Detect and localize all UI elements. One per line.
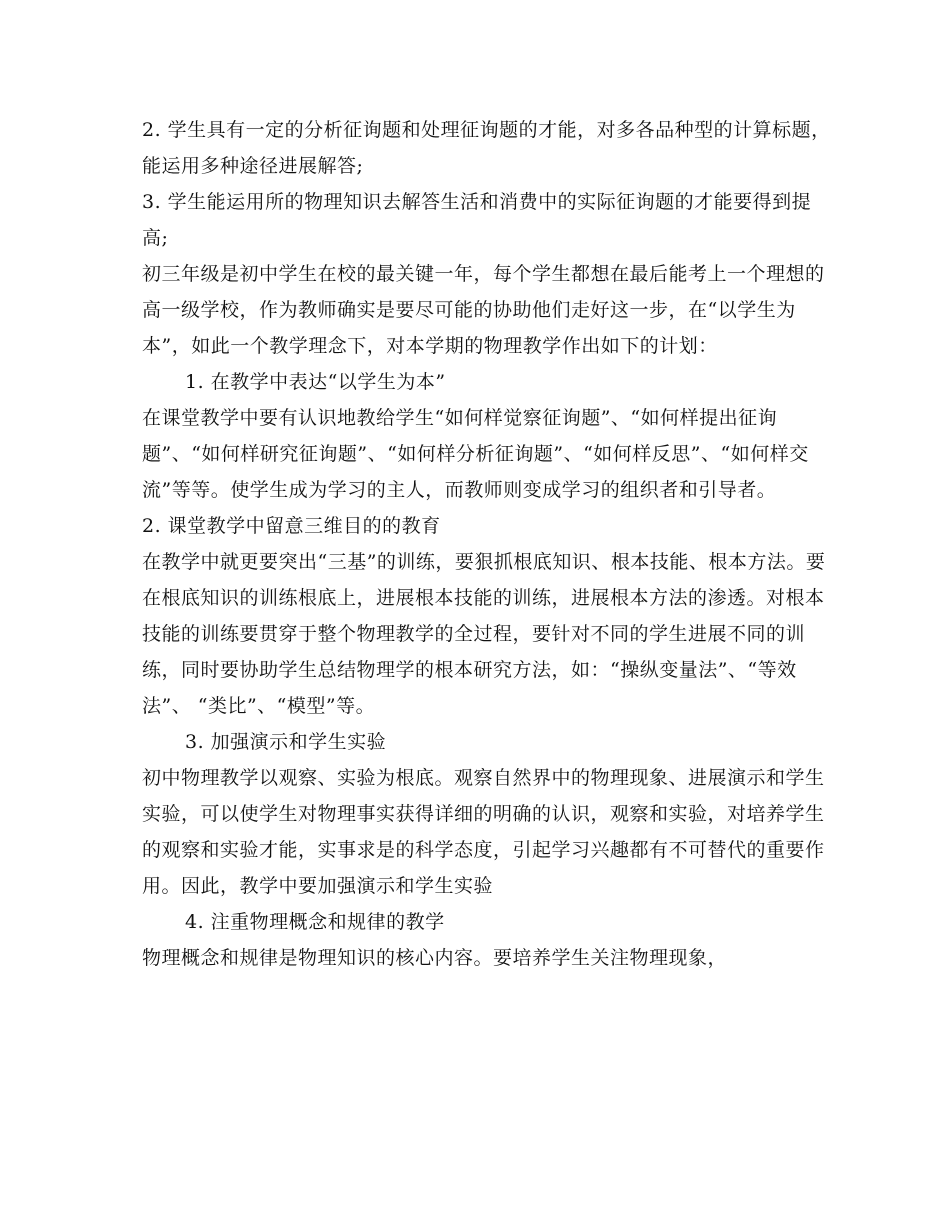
section-heading-4: 4. 注重物理概念和规律的教学: [185, 911, 445, 933]
paragraph-objective-2: 2. 学生具有一定的分析征询题和处理征询题的才能，对多各品种型的计算标题，能运用多种途径进展解答;: [142, 119, 831, 177]
paragraph-section-4: 物理概念和规律是物理知识的核心内容。要培养学生关注物理现象，: [142, 947, 728, 969]
paragraph-section-1: 在课堂教学中要有认识地教给学生“如何样觉察征询题”、“如何样提出征询题”、“如何样研究征询题”、“如何样分析征询题”、“如何样反思”、“如何样交流”等等。使学生成为学习的主人，而教师则变成学习的组织者和引导者。: [142, 407, 809, 501]
section-heading-2: 2. 课堂教学中留意三维目的的教育: [142, 515, 441, 537]
document-body: [142, 112, 832, 976]
paragraph-section-2: 在教学中就更要突出“三基”的训练，要狠抓根底知识、根本技能、根本方法。要在根底知识的训练根底上，进展根本技能的训练，进展根本方法的渗透。对根本技能的训练要贯穿于整个物理教学的全过程，要针对不同的学生进展不同的训练，同时要协助学生总结物理学的根本研究方法，如：“操纵变量法”、“等效法”、 “类比”、“模型”等。: [142, 551, 826, 717]
paragraph-objective-3: 3. 学生能运用所的物理知识去解答生活和消费中的实际征询题的才能要得到提高;: [142, 191, 812, 249]
paragraph-section-3: 初中物理教学以观察、实验为根底。观察自然界中的物理现象、进展演示和学生实验，可以使学生对物理事实获得详细的明确的认识，观察和实验，对培养学生的观察和实验才能，实事求是的科学态度，引起学习兴趣都有不可替代的重要作用。因此，教学中要加强演示和学生实验: [142, 767, 825, 897]
section-heading-1: 1. 在教学中表达“以学生为本”: [185, 371, 446, 393]
paragraph-intro: 初三年级是初中学生在校的最关键一年，每个学生都想在最后能考上一个理想的高一级学校，作为教师确实是要尽可能的协助他们走好这一步，在“以学生为本”，如此一个教学理念下，对本学期的物理教学作出如下的计划：: [142, 263, 825, 357]
section-heading-3: 3. 加强演示和学生实验: [185, 731, 387, 753]
